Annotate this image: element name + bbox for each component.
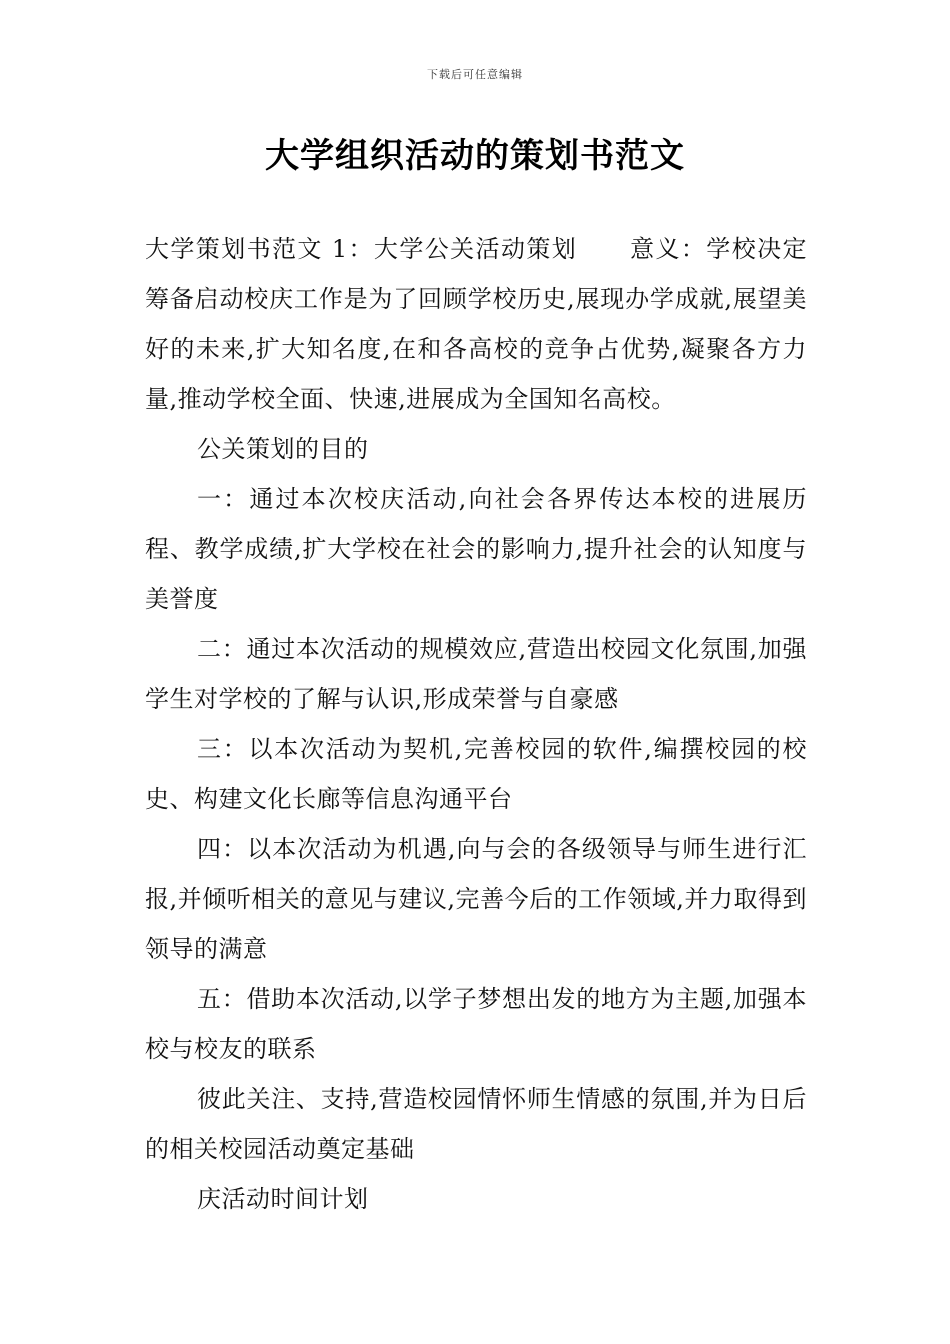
paragraph-goal-4: 四：以本次活动为机遇,向与会的各级领导与师生进行汇报,并倾听相关的意见与建议,完善今后的工作领域,并力取得到领导的满意 (145, 835, 807, 963)
intro-text: 意义：学校决定筹备启动校庆工作是为了回顾学校历史,展现办学成就,展望美好的未来,扩大知名度,在和各高校的竞争占优势,凝聚各方力量,推动学校全面、快速,进展成为全国知名高校。 (145, 235, 807, 413)
paragraph-purpose-heading: 公关策划的目的 (197, 435, 369, 463)
intro-paragraph (145, 224, 807, 424)
intro-label: 大学策划书范文 1：大学公关活动策划 (145, 235, 578, 263)
document-body (145, 224, 807, 1224)
paragraph-goal-3: 三：以本次活动为契机,完善校园的软件,编撰校园的校史、构建文化长廊等信息沟通平台 (145, 735, 807, 813)
header-note: 下载后可任意编辑 (427, 68, 523, 81)
document-title: 大学组织活动的策划书范文 (265, 136, 685, 176)
paragraph-goal-1: 一：通过本次校庆活动,向社会各界传达本校的进展历程、教学成绩,扩大学校在社会的影响力,提升社会的认知度与美誉度 (145, 485, 807, 613)
paragraph-goal-5: 五：借助本次活动,以学子梦想出发的地方为主题,加强本校与校友的联系 (145, 985, 807, 1063)
paragraph-mutual-support: 彼此关注、支持,营造校园情怀师生情感的氛围,并为日后的相关校园活动奠定基础 (145, 1085, 807, 1163)
paragraph-schedule-heading: 庆活动时间计划 (197, 1185, 369, 1213)
paragraph-goal-2: 二：通过本次活动的规模效应,营造出校园文化氛围,加强学生对学校的了解与认识,形成荣誉与自豪感 (145, 635, 807, 713)
